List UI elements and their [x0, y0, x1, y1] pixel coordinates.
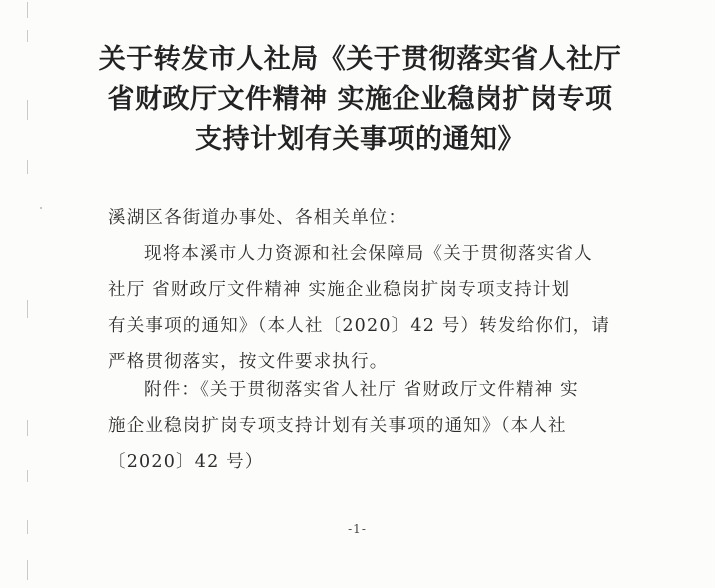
title-line-2: 省财政厅文件精神 实施企业稳岗扩岗专项	[107, 84, 613, 115]
attachment-line-3: 〔2020〕42 号）	[108, 452, 264, 472]
main-paragraph	[108, 236, 611, 380]
attachment-paragraph	[108, 372, 608, 480]
scan-binding-mark	[27, 420, 28, 436]
scan-binding-mark	[27, 470, 28, 482]
scan-binding-mark	[27, 30, 28, 42]
scan-binding-mark	[27, 560, 28, 580]
page-number: -1-	[348, 522, 367, 536]
scan-binding-mark	[27, 300, 28, 318]
scan-binding-mark	[27, 100, 28, 120]
attachment-line-1: 附件：《关于贯彻落实省人社厅 省财政厅文件精神 实	[144, 380, 579, 400]
scan-speck	[40, 207, 42, 209]
paragraph-line-3: 有关事项的通知》（本人社〔2020〕42 号）转发给你们，请	[108, 316, 611, 336]
scan-binding-mark	[27, 160, 28, 174]
attachment-line-2: 施企业稳岗扩岗专项支持计划有关事项的通知》（本人社	[108, 416, 567, 436]
title-line-1: 关于转发市人社局《关于贯彻落实省人社厅	[98, 44, 622, 75]
salutation-text: 溪湖区各街道办事处、各相关单位：	[108, 208, 408, 228]
paragraph-line-2: 社厅 省财政厅文件精神 实施企业稳岗扩岗专项支持计划	[108, 280, 571, 300]
scan-binding-mark	[27, 2, 28, 18]
paragraph-line-1: 现将本溪市人力资源和社会保障局《关于贯彻落实省人	[144, 244, 593, 264]
salutation	[108, 200, 608, 236]
document-title	[60, 40, 660, 160]
title-line-3: 支持计划有关事项的通知》	[195, 124, 525, 155]
paragraph-line-4: 严格贯彻落实，按文件要求执行。	[108, 352, 389, 372]
